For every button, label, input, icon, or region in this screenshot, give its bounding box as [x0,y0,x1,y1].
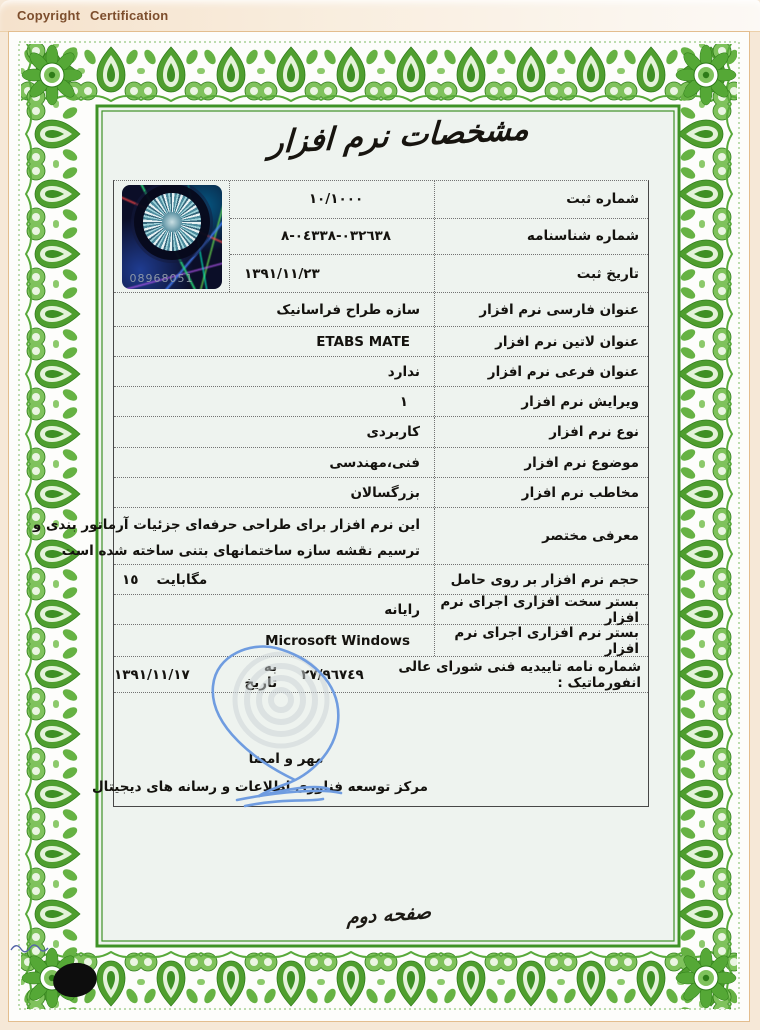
table-row [230,181,648,219]
table-row [114,595,648,625]
field-value: ١٣٩١/١١/٢٣ [244,265,320,282]
table-row [114,625,648,657]
field-label: نوع نرم افزار [434,417,648,447]
hologram-starburst-icon [143,193,201,251]
field-value: فنی،مهندسی [329,454,420,471]
hologram-cell [114,181,230,292]
table-row [114,327,648,357]
field-label: ویرایش نرم افزار [434,387,648,416]
table-row [114,357,648,387]
table-row [114,448,648,478]
approval-date-label: به تاریخ [244,658,278,691]
field-label: عنوان فرعی نرم افزار [434,357,648,386]
stamp-caption: مهر و امضا [248,751,324,767]
field-label: موضوع نرم افزار [434,448,648,477]
field-value: ندارد [387,363,420,380]
approval-number: ٢٧/٩٦٧٤٩ [301,666,364,683]
table-row [114,417,648,448]
description-line-1: این نرم افزار برای طراحی حرفه‌ای جزئیات آرماتور بندی و [32,517,420,533]
table-row [230,255,648,292]
hologram-serial: 08968051 [129,272,194,285]
hologram-sticker [122,185,222,289]
approval-date: ١٣٩١/١١/١٧ [114,666,190,683]
field-value: بزرگسالان [350,484,420,501]
certificate-title: مشخصات نرم افزار [268,111,530,161]
page-number-label: صفحه دوم [346,901,432,929]
field-value: ٨-٠٤٣٣٨-٠٣٢٦٣٨ [280,228,392,245]
description-line-2: ترسیم نقشه سازه ساختمانهای بتنی ساخته شده است [61,543,420,560]
field-value: ١ [399,393,408,410]
certificate-page [8,31,750,1022]
field-value: ١٠/١٠٠٠ [308,191,364,208]
size-number: ١٥ [122,571,139,588]
field-value: سازه طراح فراسانیک [276,301,420,318]
field-value: رایانه [384,601,420,618]
window-title: Copyright Certification [17,8,169,23]
field-value [114,572,434,588]
field-value: ETABS MATE [316,333,410,350]
field-label: شماره ثبت [434,181,648,218]
field-label: معرفی مختصر [434,508,648,564]
field-label: مخاطب نرم افزار [434,478,648,507]
window-header [0,0,760,32]
approval-row [114,657,648,693]
table-row [114,387,648,417]
table-row [114,565,648,595]
table-row [114,293,648,327]
stamp-signature-area [91,693,648,806]
stamp-organization: مرکز توسعه فناوری اطلاعات و رسانه های دیجیتال [91,779,428,795]
field-value: Microsoft Windows [265,632,410,649]
field-label: حجم نرم افزار بر روی حامل [434,565,648,594]
software-spec-table [32,180,649,807]
table-row [230,219,648,256]
table-row [114,478,648,508]
approval-label: شماره نامه تاییدیه فنی شورای عالی انفورماتیک : [398,658,641,691]
field-label: عنوان فارسی نرم افزار [434,293,648,326]
field-label: شماره شناسنامه [434,219,648,255]
field-value: کاربردی [366,424,420,440]
field-label: بستر سخت افزاری اجرای نرم افزار [434,595,648,624]
field-label: بستر نرم افزاری اجرای نرم افزار [434,625,648,656]
table-row [32,508,648,565]
field-label: تاریخ ثبت [434,255,648,292]
field-value [25,508,434,569]
size-unit: مگابایت [156,571,208,588]
field-label: عنوان لاتین نرم افزار [434,327,648,356]
registration-section [114,181,648,293]
